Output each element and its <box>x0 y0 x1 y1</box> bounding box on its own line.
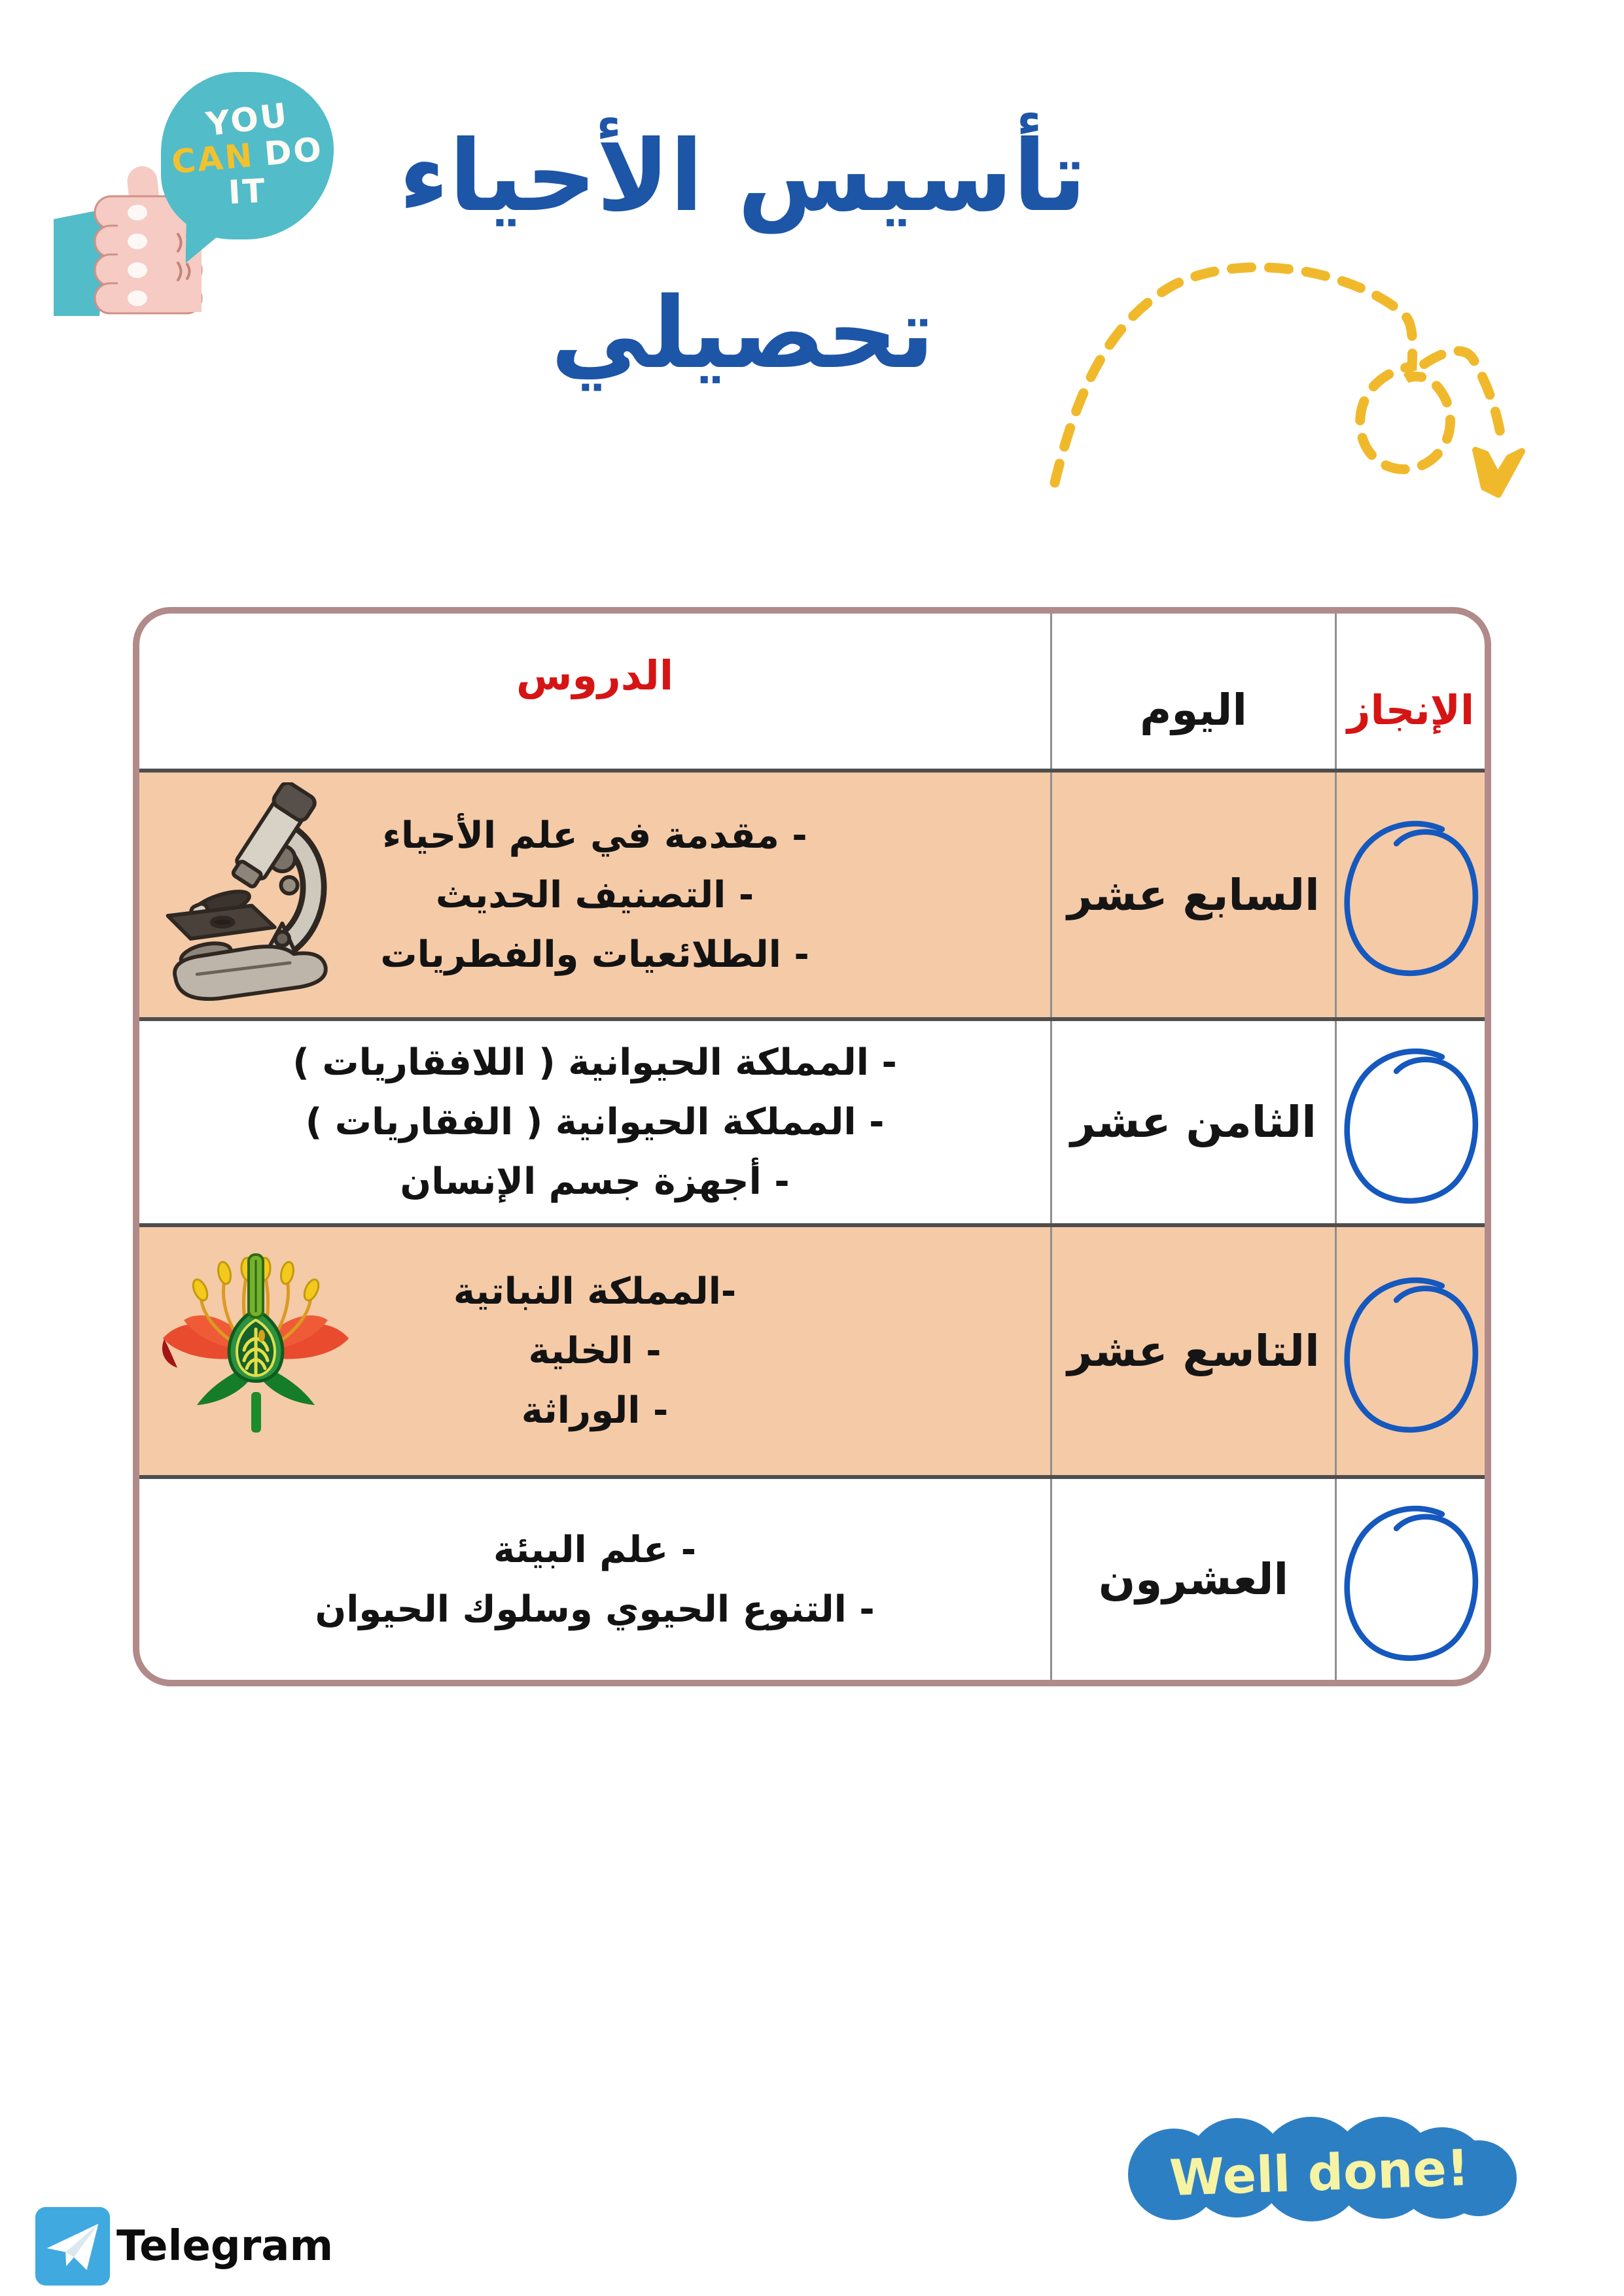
achievement-circle-icon <box>1337 1038 1487 1207</box>
lessons-cell <box>139 1479 1050 1680</box>
lesson-line: -المملكة النباتية <box>453 1270 737 1313</box>
telegram-label[interactable]: Telegram <box>116 2222 334 2270</box>
bubble-word-you: YOU <box>203 96 291 143</box>
lesson-line: - التصنيف الحديث <box>435 873 754 916</box>
lessons-cell <box>139 1227 1050 1475</box>
lesson-line: - أجهزة جسم الإنسان <box>400 1160 790 1203</box>
table-row <box>139 1475 1485 1680</box>
lesson-line: - المملكة الحيوانية ( الفقاريات ) <box>305 1101 885 1143</box>
day-cell: التاسع عشر <box>1050 1227 1335 1475</box>
bubble-word-do: DO <box>262 130 325 173</box>
lesson-line: - الوراثة <box>521 1389 669 1432</box>
well-done-badge <box>1120 2112 1526 2231</box>
day-cell: السابع عشر <box>1050 773 1335 1017</box>
lesson-line: - الخلية <box>528 1330 662 1372</box>
bubble-word-it: IT <box>227 171 268 211</box>
lessons-cell <box>139 773 1050 1017</box>
microscope-illustration <box>158 782 336 1007</box>
telegram-icon[interactable] <box>34 2206 111 2287</box>
lesson-line: - التنوع الحيوي وسلوك الحيوان <box>315 1588 875 1631</box>
schedule-table <box>133 607 1491 1686</box>
well-done-text: Well done! <box>1168 2138 1470 2207</box>
bubble-word-can: CAN <box>169 135 256 181</box>
header-achievement: الإنجاز <box>1335 614 1485 769</box>
header-day: اليوم <box>1050 614 1335 769</box>
day-cell: العشرون <box>1050 1479 1335 1680</box>
achievement-cell <box>1335 1021 1487 1223</box>
header-lessons: الدروس <box>516 652 674 699</box>
achievement-cell <box>1335 1479 1487 1680</box>
page-title-line1: تأسيس الأحياء <box>398 120 1087 234</box>
lesson-line: - الطلائعيات والفطريات <box>380 933 809 976</box>
arrowhead <box>1475 450 1522 495</box>
lesson-line: - علم البيئة <box>493 1528 697 1571</box>
lesson-line: - مقدمة في علم الأحياء <box>382 814 807 857</box>
lesson-line: - المملكة الحيوانية ( اللافقاريات ) <box>292 1041 897 1084</box>
telegram-footer[interactable] <box>34 2206 333 2287</box>
table-row <box>139 769 1485 1017</box>
page-title-line2: تحصيلي <box>550 277 935 391</box>
achievement-circle-icon <box>1337 1267 1487 1436</box>
lessons-cell <box>139 1021 1050 1223</box>
day-cell: الثامن عشر <box>1050 1021 1335 1223</box>
table-row <box>139 1017 1485 1223</box>
achievement-circle-icon <box>1337 810 1487 979</box>
achievement-cell <box>1335 773 1487 1017</box>
dashed-arrow-icon <box>1021 249 1544 523</box>
table-header-row <box>139 614 1485 769</box>
achievement-circle-icon <box>1337 1495 1487 1664</box>
table-row <box>139 1223 1485 1475</box>
achievement-cell <box>1335 1227 1487 1475</box>
hero-illustration <box>39 26 380 399</box>
page-title <box>366 98 1119 412</box>
flower-illustration <box>158 1253 354 1450</box>
